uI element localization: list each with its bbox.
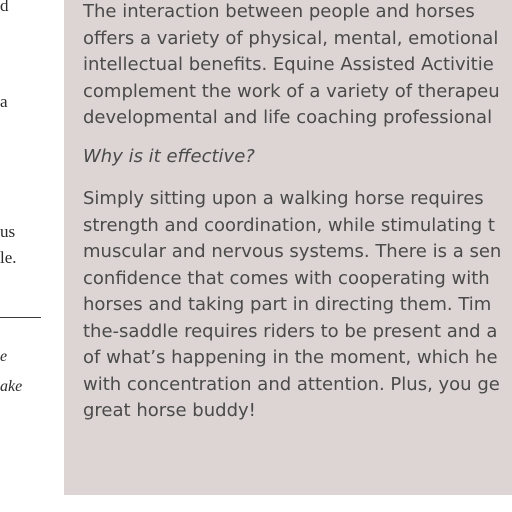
paragraph-line: horses and taking part in directing them. Tim	[83, 294, 492, 315]
paragraph-line: strength and coordination, while stimulating t	[83, 214, 495, 236]
intro-paragraph	[83, 0, 512, 132]
left-italic-fragment: ake	[0, 378, 23, 395]
left-column-fragments	[0, 0, 60, 512]
paragraph-line: great horse buddy!	[83, 400, 256, 421]
paragraph-line: offers a variety of physical, mental, emotional	[83, 27, 499, 49]
paragraph-line: of what’s happening in the moment, which he	[83, 347, 498, 368]
paragraph-line: with concentration and attention. Plus, you ge	[83, 373, 500, 395]
paragraph-line: confidence that comes with cooperating with	[83, 267, 490, 289]
paragraph-line: intellectual benefits. Equine Assisted Activitie	[83, 54, 494, 75]
divider-rule	[0, 317, 41, 318]
question-heading: Why is it effective?	[83, 145, 255, 167]
left-text-fragment: d	[0, 0, 9, 15]
left-italic-fragment: e	[0, 348, 8, 365]
paragraph-line: The interaction between people and horses	[83, 1, 475, 22]
paragraph-line: the-saddle requires riders to be present and a	[83, 320, 498, 342]
paragraph-line: complement the work of a variety of therapeu	[83, 80, 500, 102]
paragraph-line: muscular and nervous systems. There is a sen	[83, 241, 502, 262]
paragraph-line: Simply sitting upon a walking horse requires	[83, 188, 484, 209]
left-text-fragment: le.	[0, 248, 17, 267]
left-text-fragment: a	[0, 92, 8, 111]
panel-text	[83, 0, 512, 425]
body-paragraph	[83, 186, 512, 425]
paragraph-line: developmental and life coaching professional	[83, 107, 493, 128]
left-text-fragment: us	[0, 222, 16, 241]
